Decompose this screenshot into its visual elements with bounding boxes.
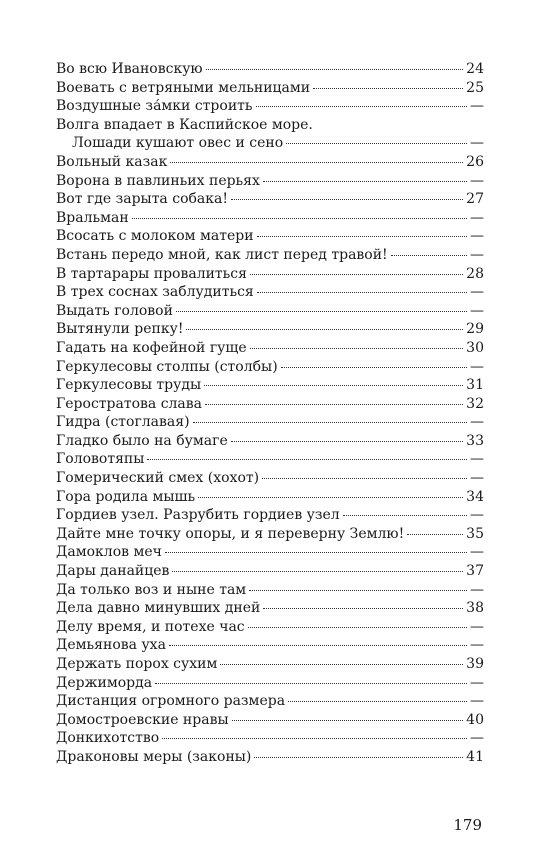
toc-entry [56,581,484,600]
dot-leader [204,385,463,386]
toc-entry [56,134,484,153]
toc-entry-title: Головотяпы [56,451,145,468]
toc-entry [56,60,484,79]
toc-entry-title: Гидра (стоглавая) [56,414,190,431]
toc-entry-title: Лошади кушают овес и сено [72,135,284,152]
toc-entry [56,320,484,339]
toc-entry [56,599,484,618]
toc-entry [56,636,484,655]
toc-entry-title: Выдать головой [56,302,173,319]
toc-entry-title: Домостроевские нравы [56,711,229,728]
toc-entry [56,450,484,469]
toc-entry-title: Гладко было на бумаге [56,432,228,449]
dot-leader [132,218,467,219]
toc-entry-page: 37 [466,563,484,580]
toc-entry-title: Вытянули репку! [56,321,184,338]
toc-entry-page: — [470,730,484,747]
dot-leader [263,181,467,182]
toc-entry [56,283,484,302]
toc-entry-title: Драконовы меры (законы) [56,748,252,765]
toc-entry-page: 38 [466,600,484,617]
toc-entry-page: — [470,284,484,301]
toc-entry-title: Дистанция огромного размера [56,693,286,710]
dot-leader [288,701,467,702]
dot-leader [250,274,463,275]
toc-entry [56,376,484,395]
toc-entry-page: 41 [466,748,484,765]
dot-leader [220,664,463,665]
dot-leader [170,162,463,163]
toc-entry-page: — [470,302,484,319]
toc-entry [56,339,484,358]
dot-leader [262,478,467,479]
dot-leader [155,683,467,684]
toc-entry [56,674,484,693]
toc-entry-title: Воздушные за́мки строить [56,98,253,115]
toc-entry-page: 28 [466,265,484,282]
dot-leader [176,311,467,312]
toc-entry-page: — [470,98,484,115]
toc-entry [56,209,484,228]
page-number: 179 [453,816,482,834]
toc-entry-title: Гадать на кофейной гуще [56,339,247,356]
toc-entry-title: Донкихотство [56,730,160,747]
toc-entry-page: 25 [466,79,484,96]
toc-entry-page: 30 [466,339,484,356]
toc-entry [56,469,484,488]
toc-entry-title: Ворона в павлиньих перьях [56,172,260,189]
toc-entry-page: 33 [466,432,484,449]
dot-leader [256,106,467,107]
toc-entry-page: 32 [466,395,484,412]
toc-entry-title: Вольный казак [56,153,168,170]
toc-entry-page: — [470,618,484,635]
toc-entry [56,265,484,284]
toc-entry [56,432,484,451]
dot-leader [232,720,464,721]
dot-leader [313,88,463,89]
toc-entry-page: 34 [466,488,484,505]
toc-entry-title: Держать порох сухим [56,656,218,672]
toc-entry-page: 24 [466,61,484,77]
toc-entry [56,227,484,246]
toc-entry-title: Делу время, и потехе час [56,618,245,635]
dot-leader [231,199,463,200]
toc-entry-page: — [470,358,484,375]
dot-leader [343,515,467,516]
toc-entry-page: 27 [466,191,484,208]
toc-entry-page: — [470,246,484,263]
toc-entry [56,116,484,135]
toc-entry [56,395,484,414]
toc-entry-page: 26 [466,153,484,170]
toc-entry-title: Вот где зарыта собака! [56,191,228,208]
toc-entry-title: Гора родила мышь [56,488,196,505]
dot-leader [250,348,463,349]
toc-entry-title: В тартарары провалиться [56,265,247,282]
toc-entry-page: — [470,172,484,189]
toc-entry-page: — [470,470,484,487]
toc-entry-page: 29 [466,321,484,338]
dot-leader [198,497,463,498]
toc-entry-page: — [470,414,484,431]
dot-leader [165,552,467,553]
toc-entry-title: Дайте мне точку опоры, и я переверну Землю! [56,525,405,542]
toc-entry [56,79,484,98]
toc-entry-page: 40 [466,711,484,728]
toc-entry-page: — [470,209,484,226]
dot-leader [254,757,463,758]
toc-entry-title: Дары данайцев [56,563,170,580]
dot-leader [407,534,463,535]
toc-entry-page: 35 [466,525,484,542]
toc-entry [56,692,484,711]
toc-entry [56,172,484,191]
dot-leader [172,571,463,572]
dot-leader [263,608,463,609]
toc-entry-title: Геркулесовы труды [56,377,202,394]
toc-entry-title: Геростратова слава [56,395,203,412]
toc-entry-page: — [470,581,484,598]
toc-entry [56,302,484,321]
toc-entry-title: Гордиев узел. Разрубить гордиев узел [56,507,340,524]
toc-entry-page: — [470,544,484,561]
toc-entry [56,153,484,172]
dot-leader [147,459,467,460]
toc-entry [56,655,484,674]
toc-entry [56,97,484,116]
toc-entry [56,543,484,562]
dot-leader [186,329,463,330]
toc-entry-page: — [470,637,484,654]
toc-entry-title: Демьянова уха [56,637,166,654]
toc-entry-title: Геркулесовы столпы (столбы) [56,358,278,375]
toc-entry [56,711,484,730]
dot-leader [286,143,467,144]
toc-entry-title: Дамоклов меч [56,544,162,561]
dot-leader [391,255,467,256]
toc-entry-page: 39 [466,656,484,672]
toc-entry-title: Встань передо мной, как лист перед травой! [56,246,388,263]
table-of-contents [56,60,484,767]
toc-entry-title: Держиморда [56,674,153,691]
toc-entry [56,506,484,525]
toc-entry [56,488,484,507]
toc-entry-title: Во всю Ивановскую [56,61,203,77]
dot-leader [249,590,467,591]
toc-entry [56,618,484,637]
toc-entry [56,562,484,581]
dot-leader [169,645,467,646]
toc-entry-page: — [470,451,484,468]
toc-entry-page: — [470,507,484,524]
toc-entry-page: — [470,228,484,245]
toc-entry-title: Гомерический смех (хохот) [56,470,260,487]
toc-entry [56,246,484,265]
dot-leader [257,236,467,237]
toc-entry-page: 31 [466,377,484,394]
toc-entry-title: Волга впадает в Каспийское море. [56,116,313,133]
dot-leader [206,69,464,70]
toc-entry-page: — [470,674,484,691]
toc-entry [56,358,484,377]
dot-leader [193,422,467,423]
toc-entry [56,748,484,767]
toc-entry-page: — [470,135,484,152]
toc-entry-title: Воевать с ветряными мельницами [56,79,311,96]
toc-entry-title: В трех соснах заблудиться [56,284,254,301]
dot-leader [162,738,467,739]
toc-entry-title: Всосать с молоком матери [56,228,254,245]
toc-entry-title: Вральман [56,209,129,226]
dot-leader [257,292,467,293]
toc-entry [56,190,484,209]
toc-entry-page: — [470,693,484,710]
toc-entry [56,729,484,748]
dot-leader [231,441,463,442]
toc-entry-title: Дела давно минувших дней [56,600,261,617]
dot-leader [248,627,467,628]
dot-leader [281,367,467,368]
dot-leader [205,404,463,405]
toc-entry [56,413,484,432]
toc-entry [56,525,484,544]
toc-entry-title: Да только воз и ныне там [56,581,247,598]
